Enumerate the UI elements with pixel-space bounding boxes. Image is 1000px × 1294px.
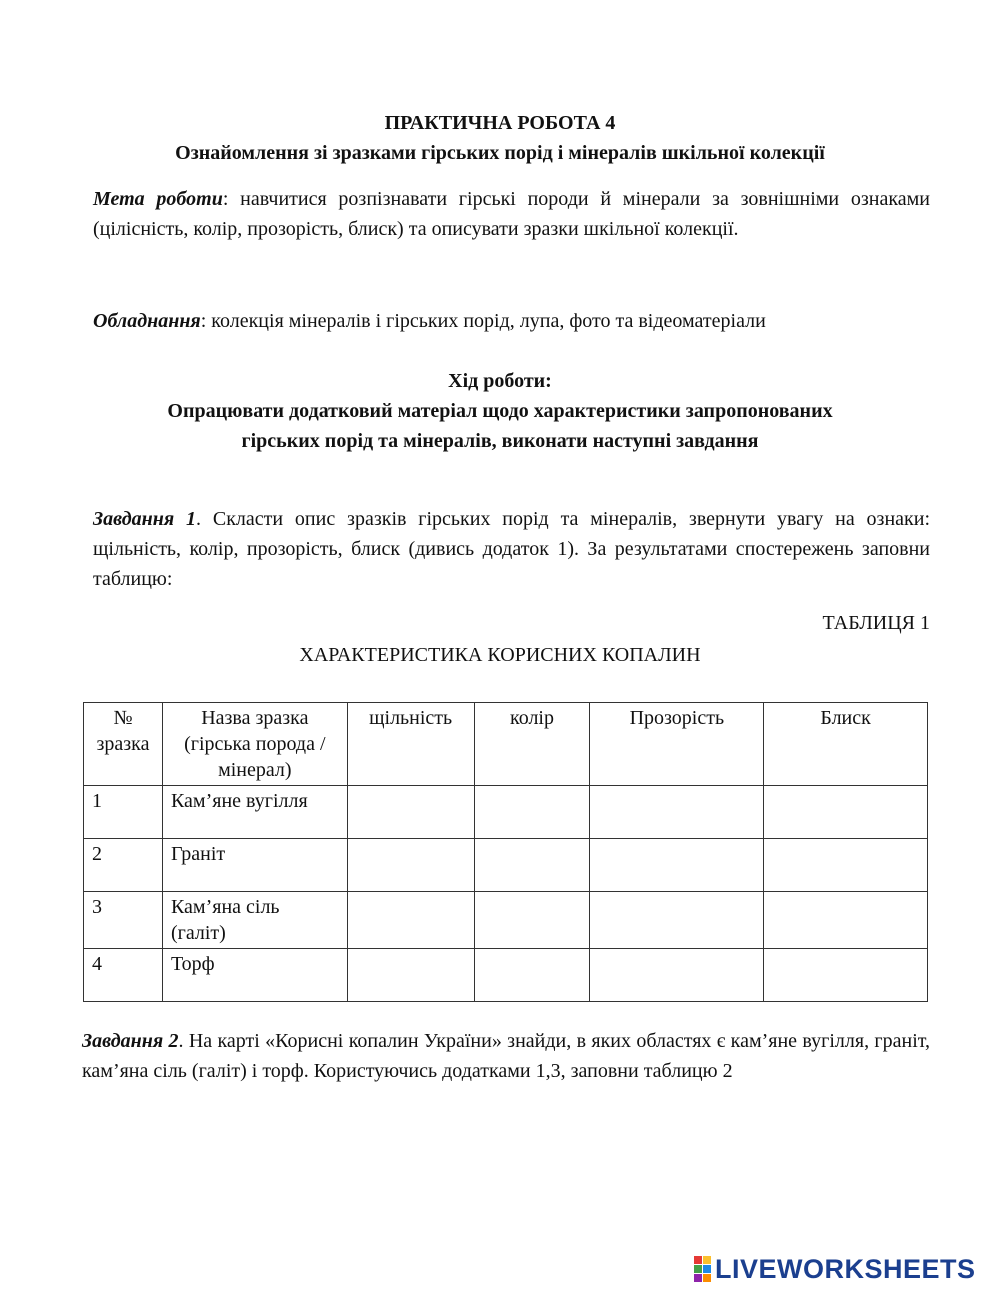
procedure-title: Хід роботи: [448, 370, 552, 392]
cell-density-input[interactable] [347, 786, 474, 839]
equipment-text: : колекція мінералів і гірських порід, лупа, фото та відеоматеріали [200, 310, 766, 332]
cell-density-input[interactable] [347, 839, 474, 892]
cell-sample-name: Кам’яна сіль (галіт) [162, 892, 347, 949]
cell-number: 1 [84, 786, 163, 839]
cell-transparency-input[interactable] [590, 786, 764, 839]
task2-paragraph [82, 1026, 930, 1086]
cell-color-input[interactable] [474, 839, 590, 892]
cell-transparency-input[interactable] [590, 839, 764, 892]
cell-number: 4 [84, 949, 163, 1002]
procedure-line-1: Опрацювати додатковий матеріал щодо характеристики запропонованих [167, 400, 833, 422]
aim-paragraph [93, 184, 930, 244]
header-sample-name: Назва зразка (гірська порода / мінерал) [162, 703, 347, 786]
cell-transparency-input[interactable] [590, 949, 764, 1002]
table1-number: ТАБЛИЦЯ 1 [822, 612, 930, 634]
equipment-label: Обладнання [93, 310, 201, 332]
cell-number: 2 [84, 839, 163, 892]
aim-label: Мета роботи [93, 188, 223, 210]
table-row [84, 949, 928, 1002]
liveworksheets-logo[interactable] [694, 1254, 976, 1284]
cell-number: 3 [84, 892, 163, 949]
cell-transparency-input[interactable] [590, 892, 764, 949]
cell-sample-name: Торф [162, 949, 347, 1002]
task1-text: . Скласти опис зразків гірських порід та мінералів, звернути увагу на ознаки: щільність, колір, прозорість, блиск (дивись додаток 1). За результатами спостережень заповни таблицю: [93, 508, 930, 590]
table-row [84, 839, 928, 892]
cell-color-input[interactable] [474, 892, 590, 949]
cell-density-input[interactable] [347, 892, 474, 949]
procedure-line-2: гірських порід та мінералів, виконати наступні завдання [241, 430, 759, 452]
table-row [84, 892, 928, 949]
page-subtitle: Ознайомлення зі зразками гірських порід і мінералів шкільної колекції [175, 142, 825, 164]
cell-sample-name: Граніт [162, 839, 347, 892]
page-title: ПРАКТИЧНА РОБОТА 4 [384, 112, 616, 134]
cell-sample-name: Кам’яне вугілля [162, 786, 347, 839]
cell-luster-input[interactable] [764, 786, 928, 839]
task1-label: Завдання 1 [93, 508, 197, 530]
task2-text: . На карті «Корисні копалин України» знайди, в яких областях є кам’яне вугілля, граніт, кам’яна сіль (галіт) і торф. Користуючись додатками 1,3, заповни таблицю 2 [82, 1030, 930, 1082]
header-transparency: Прозорість [590, 703, 764, 786]
header-number: № зразка [84, 703, 163, 786]
task1-paragraph [93, 504, 930, 594]
cell-color-input[interactable] [474, 949, 590, 1002]
cell-luster-input[interactable] [764, 892, 928, 949]
cell-color-input[interactable] [474, 786, 590, 839]
task2-label: Завдання 2 [82, 1030, 179, 1052]
equipment-paragraph [93, 306, 930, 336]
logo-icon [694, 1256, 711, 1282]
cell-density-input[interactable] [347, 949, 474, 1002]
header-density: щільність [347, 703, 474, 786]
logo-text: LIVEWORKSHEETS [715, 1253, 976, 1284]
table1-title: ХАРАКТЕРИСТИКА КОРИСНИХ КОПАЛИН [299, 644, 701, 666]
table-row [84, 786, 928, 839]
header-color: колір [474, 703, 590, 786]
table1 [83, 702, 928, 1002]
header-luster: Блиск [764, 703, 928, 786]
table-header-row [84, 703, 928, 786]
aim-text: : навчитися розпізнавати гірські породи й мінерали за зовнішніми ознаками (цілісність, колір, прозорість, блиск) та описувати зразки шкільної колекції. [93, 188, 930, 240]
cell-luster-input[interactable] [764, 839, 928, 892]
cell-luster-input[interactable] [764, 949, 928, 1002]
